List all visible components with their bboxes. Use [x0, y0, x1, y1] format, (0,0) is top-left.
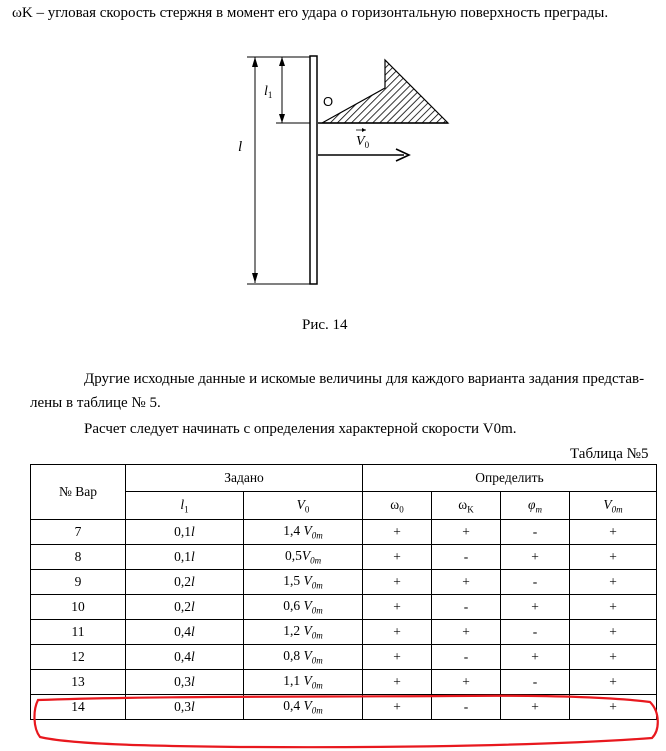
cell-omegaK: + — [432, 520, 501, 545]
paragraph-2: Расчет следует начинать с определения характерной скорости V0m. — [84, 421, 517, 437]
cell-phi: + — [501, 545, 570, 570]
cell-v0: 0,4 $V_{0m}$ — [244, 695, 363, 720]
paragraph-1-cont: лены в таблице № 5. — [30, 395, 161, 411]
cell-l1: 0,4l — [126, 620, 244, 645]
label-l1: $l_1$ — [264, 84, 273, 100]
cell-v0m: + — [570, 520, 657, 545]
cell-variant: 13 — [31, 670, 126, 695]
figure-caption: Рис. 14 — [302, 317, 348, 333]
header-omegaK: $\omega_K$ — [432, 492, 501, 520]
cell-variant: 11 — [31, 620, 126, 645]
rod — [310, 56, 317, 284]
cell-variant: 9 — [31, 570, 126, 595]
arrow-down-icon — [279, 114, 285, 123]
header-v0: $V_0$ — [244, 492, 363, 520]
cell-phi: - — [501, 620, 570, 645]
cell-omegaK: + — [432, 570, 501, 595]
cell-l1: 0,4l — [126, 645, 244, 670]
cell-v0m: + — [570, 645, 657, 670]
table-row — [31, 595, 657, 620]
cell-variant: 8 — [31, 545, 126, 570]
figure-rod-diagram — [0, 0, 666, 340]
cell-omega0: + — [363, 570, 432, 595]
cell-l1: 0,2l — [126, 570, 244, 595]
label-O: O — [323, 94, 334, 109]
arrow-up-icon — [279, 57, 285, 66]
cell-omega0: + — [363, 645, 432, 670]
cell-l1: 0,1l — [126, 545, 244, 570]
table-row — [31, 670, 657, 695]
cell-v0m: + — [570, 670, 657, 695]
paragraph-1: Другие исходные данные и искомые величины для каждого варианта задания представ- — [84, 371, 645, 387]
table-row — [31, 520, 657, 545]
cell-v0: 1,2 $V_{0m}$ — [244, 620, 363, 645]
obstacle-hatched — [322, 60, 448, 123]
cell-variant: 14 — [31, 695, 126, 720]
header-phi: $\varphi_m$ — [501, 492, 570, 520]
header-v0m: $V_{0m}$ — [570, 492, 657, 520]
cell-phi: - — [501, 670, 570, 695]
label-l: l — [238, 139, 243, 155]
arrow-down-icon — [252, 273, 258, 283]
cell-omega0: + — [363, 620, 432, 645]
cell-v0: 0,8 $V_{0m}$ — [244, 645, 363, 670]
header-given: Задано — [126, 465, 363, 492]
table-row — [31, 645, 657, 670]
cell-omega0: + — [363, 545, 432, 570]
cell-l1: 0,2l — [126, 595, 244, 620]
cell-omega0: + — [363, 595, 432, 620]
cell-phi: + — [501, 645, 570, 670]
cell-v0m: + — [570, 545, 657, 570]
cell-v0m: + — [570, 570, 657, 595]
label-V0: $V_0$ — [356, 134, 370, 150]
cell-variant: 7 — [31, 520, 126, 545]
cell-omegaK: - — [432, 545, 501, 570]
header-variant: № Вар — [31, 465, 126, 520]
cell-v0m: + — [570, 620, 657, 645]
cell-v0: $0,5V_{0m}$ — [244, 545, 363, 570]
cell-phi: + — [501, 695, 570, 720]
cell-omegaK: - — [432, 595, 501, 620]
cell-omegaK: + — [432, 670, 501, 695]
cell-l1: 0,1l — [126, 520, 244, 545]
cell-v0: 1,1 $V_{0m}$ — [244, 670, 363, 695]
cell-v0m: + — [570, 595, 657, 620]
cell-omega0: + — [363, 695, 432, 720]
cell-l1: 0,3l — [126, 695, 244, 720]
table-row — [31, 570, 657, 595]
cell-l1: 0,3l — [126, 670, 244, 695]
header-omega0: $\omega_0$ — [363, 492, 432, 520]
cell-variant: 12 — [31, 645, 126, 670]
cell-variant: 10 — [31, 595, 126, 620]
cell-v0: 0,6 $V_{0m}$ — [244, 595, 363, 620]
cell-omegaK: + — [432, 620, 501, 645]
cell-phi: - — [501, 570, 570, 595]
arrow-up-icon — [252, 57, 258, 67]
table-row — [31, 545, 657, 570]
data-table — [30, 464, 657, 720]
cell-v0m: + — [570, 695, 657, 720]
cell-phi: + — [501, 595, 570, 620]
header-l1: $l_1$ — [126, 492, 244, 520]
cell-v0: 1,5 $V_{0m}$ — [244, 570, 363, 595]
cell-phi: - — [501, 520, 570, 545]
cell-omega0: + — [363, 520, 432, 545]
intro-text: ωK – угловая скорость стержня в момент его удара о горизонтальную поверхность преграды. — [12, 5, 609, 21]
cell-omegaK: - — [432, 645, 501, 670]
table-row — [31, 620, 657, 645]
cell-omegaK: - — [432, 695, 501, 720]
cell-omega0: + — [363, 670, 432, 695]
table-title: Таблица №5 — [570, 446, 649, 462]
header-find: Определить — [363, 465, 657, 492]
table-row — [31, 695, 657, 720]
vector-arrow-icon — [362, 128, 366, 132]
cell-v0: 1,4 $V_{0m}$ — [244, 520, 363, 545]
